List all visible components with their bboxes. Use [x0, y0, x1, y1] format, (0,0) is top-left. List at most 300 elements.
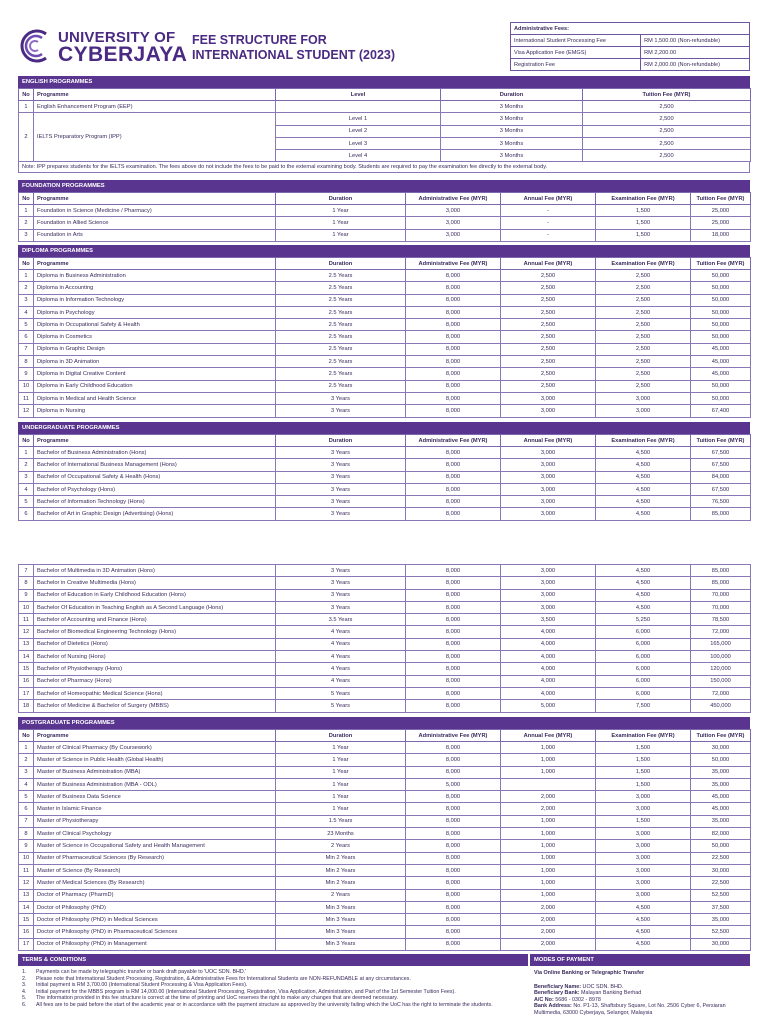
bank-address	[534, 1003, 746, 1016]
cell-annual-fee: 1,000	[501, 877, 596, 889]
cell-programme: Bachelor of Pharmacy (Hons)	[34, 675, 276, 687]
cell-exam-fee: 6,000	[596, 638, 691, 650]
list-item	[22, 989, 524, 996]
column-header: Examination Fee (MYR)	[596, 193, 691, 205]
cell-admin-fee: 8,000	[406, 663, 501, 675]
cell-admin-fee: 5,000	[406, 778, 501, 790]
payment-details	[530, 966, 750, 1021]
table-row	[19, 380, 751, 392]
cell-duration: 2.5 Years	[276, 319, 406, 331]
cell-no: 16	[19, 926, 34, 938]
english-programmes-table	[18, 88, 751, 162]
cell-level: Level 4	[276, 150, 441, 162]
cell-no: 10	[19, 601, 34, 613]
column-header: No	[19, 435, 34, 447]
cell-exam-fee: 1,500	[596, 229, 691, 241]
cell-duration: 4 Years	[276, 675, 406, 687]
table-row	[19, 459, 751, 471]
table-row	[19, 589, 751, 601]
cell-duration: Min 3 Years	[276, 914, 406, 926]
table-row	[19, 508, 751, 520]
cell-admin-fee: 8,000	[406, 675, 501, 687]
cell-programme: Diploma in Nursing	[34, 405, 276, 417]
cell-exam-fee: 1,500	[596, 766, 691, 778]
cell-duration: Min 3 Years	[276, 901, 406, 913]
cell-no: 12	[19, 405, 34, 417]
cell-no: 11	[19, 614, 34, 626]
cell-tuition-fee: 67,400	[691, 405, 751, 417]
table-row	[19, 270, 751, 282]
column-header: Annual Fee (MYR)	[501, 193, 596, 205]
term-text: The information provided in this fee structure is correct at the time of printing and UoC reserves the right to make any changes that are deemed necessary.	[36, 995, 399, 1002]
column-header: Programme	[34, 435, 276, 447]
cell-tuition-fee: 120,000	[691, 663, 751, 675]
table-row	[19, 626, 751, 638]
cell-admin-fee: 8,000	[406, 565, 501, 577]
cell-annual-fee: 1,000	[501, 742, 596, 754]
cell-no: 15	[19, 663, 34, 675]
cell-admin-fee: 8,000	[406, 508, 501, 520]
column-header: No	[19, 193, 34, 205]
cell-exam-fee: 3,000	[596, 840, 691, 852]
table-row	[19, 113, 751, 125]
cell-tuition-fee: 67,500	[691, 447, 751, 459]
cell-admin-fee: 8,000	[406, 742, 501, 754]
cell-tuition-fee: 67,500	[691, 459, 751, 471]
cell-exam-fee: 5,250	[596, 614, 691, 626]
cell-exam-fee: 4,500	[596, 508, 691, 520]
undergraduate-programmes-table	[18, 434, 751, 521]
cell-annual-fee: 3,000	[501, 508, 596, 520]
cell-admin-fee: 8,000	[406, 926, 501, 938]
cell-admin-fee: 8,000	[406, 614, 501, 626]
cell-duration: 1.5 Years	[276, 815, 406, 827]
table-row	[19, 205, 751, 217]
cell-tuition-fee: 85,000	[691, 565, 751, 577]
cell-no: 6	[19, 803, 34, 815]
cell-admin-fee: 8,000	[406, 601, 501, 613]
payment-subtitle: Via Online Banking or Telegraphic Transfer	[534, 970, 645, 976]
column-header: Tuition Fee (MYR)	[691, 258, 751, 270]
cell-admin-fee: 8,000	[406, 282, 501, 294]
cell-no: 7	[19, 815, 34, 827]
cell-no: 6	[19, 508, 34, 520]
cell-level: Level 1	[276, 113, 441, 125]
column-header: No	[19, 89, 34, 101]
cell-no: 14	[19, 901, 34, 913]
cell-exam-fee: 6,000	[596, 651, 691, 663]
cell-programme: Bachelor of Homeopathic Medical Science (Hons)	[34, 687, 276, 699]
cell-tuition-fee: 25,000	[691, 205, 751, 217]
column-header: Examination Fee (MYR)	[596, 730, 691, 742]
title-line2: INTERNATIONAL STUDENT (2023)	[192, 48, 396, 62]
cell-annual-fee: 1,000	[501, 864, 596, 876]
cell-programme: Bachelor of Art in Graphic Design (Advertising) (Hons)	[34, 508, 276, 520]
cell-programme: Diploma in Digital Creative Content	[34, 368, 276, 380]
list-item	[22, 976, 524, 983]
cell-duration: 4 Years	[276, 626, 406, 638]
cell-annual-fee: -	[501, 229, 596, 241]
cell-annual-fee: 2,500	[501, 319, 596, 331]
column-header: Programme	[34, 258, 276, 270]
cell-no: 4	[19, 483, 34, 495]
cell-programme: Diploma in Business Administration	[34, 270, 276, 282]
column-header: Administrative Fee (MYR)	[406, 258, 501, 270]
cell-exam-fee: 1,500	[596, 742, 691, 754]
cell-duration: 3 Years	[276, 447, 406, 459]
table-row	[19, 577, 751, 589]
section-header: DIPLOMA PROGRAMMES	[18, 245, 750, 257]
cell-annual-fee: 3,000	[501, 601, 596, 613]
cell-admin-fee: 8,000	[406, 877, 501, 889]
cell-no: 16	[19, 675, 34, 687]
postgraduate-programmes-table	[18, 729, 751, 951]
cell-no: 10	[19, 380, 34, 392]
cell-annual-fee: 4,000	[501, 675, 596, 687]
cell-programme: Master in Islamic Finance	[34, 803, 276, 815]
cell-duration: 4 Years	[276, 651, 406, 663]
cell-no: 1	[19, 742, 34, 754]
cell-programme: Doctor of Philosophy (PhD) in Medical Sciences	[34, 914, 276, 926]
cell-annual-fee: 2,500	[501, 282, 596, 294]
cell-no: 6	[19, 331, 34, 343]
beneficiary-name	[534, 984, 746, 991]
table-row	[19, 815, 751, 827]
cell-admin-fee: 8,000	[406, 270, 501, 282]
cell-no: 5	[19, 496, 34, 508]
cell-no: 1	[19, 205, 34, 217]
section-header: POSTGRADUATE PROGRAMMES	[18, 717, 750, 729]
cell-fee: 2,500	[583, 113, 751, 125]
cell-tuition-fee: 30,000	[691, 864, 751, 876]
cell-annual-fee: 4,000	[501, 687, 596, 699]
cell-no: 2	[19, 282, 34, 294]
cell-annual-fee: 2,500	[501, 356, 596, 368]
value: No. P1-13, Shaftsbury Square, Lot No. 2506 Cyber 6, Persiaran Multimedia, 63000 Cyberjaya, Selangor, Malaysia	[534, 1003, 726, 1016]
cell-exam-fee: 3,000	[596, 852, 691, 864]
value: UOC SDN. BHD.	[582, 983, 624, 990]
cell-duration: 2.5 Years	[276, 294, 406, 306]
cell-duration: 5 Years	[276, 687, 406, 699]
cell-duration: 2.5 Years	[276, 306, 406, 318]
cell-tuition-fee: 450,000	[691, 700, 751, 712]
admin-fees-title: Administrative Fees:	[511, 23, 750, 35]
cell-programme: Foundation in Arts	[34, 229, 276, 241]
cell-exam-fee: 4,500	[596, 601, 691, 613]
cell-programme: Diploma in Information Technology	[34, 294, 276, 306]
cell-no: 9	[19, 840, 34, 852]
cell-duration: 3 Years	[276, 459, 406, 471]
cell-admin-fee: 8,000	[406, 803, 501, 815]
cell-duration: 3 Years	[276, 601, 406, 613]
cell-duration: Min 2 Years	[276, 864, 406, 876]
cell-tuition-fee: 37,500	[691, 901, 751, 913]
cell-annual-fee: 4,000	[501, 663, 596, 675]
cell-tuition-fee: 82,000	[691, 828, 751, 840]
table-row	[19, 565, 751, 577]
cell-no: 11	[19, 392, 34, 404]
cell-programme: Master of Business Administration (MBA)	[34, 766, 276, 778]
cell-programme: Master of Medical Sciences (By Research)	[34, 877, 276, 889]
list-item	[22, 982, 524, 989]
cell-admin-fee: 8,000	[406, 331, 501, 343]
cell-fee: 2,500	[583, 125, 751, 137]
cell-no: 12	[19, 877, 34, 889]
cell-admin-fee: 8,000	[406, 589, 501, 601]
cell-duration: Min 2 Years	[276, 852, 406, 864]
cell-tuition-fee: 72,000	[691, 626, 751, 638]
cell-annual-fee: 2,500	[501, 343, 596, 355]
cell-annual-fee: 2,500	[501, 331, 596, 343]
cell-no: 14	[19, 651, 34, 663]
cell-programme: Master of Clinical Pharmacy (By Coursework)	[34, 742, 276, 754]
cell-exam-fee: 3,000	[596, 889, 691, 901]
cell-admin-fee: 8,000	[406, 754, 501, 766]
label: Bank Address:	[534, 1003, 572, 1010]
cell-annual-fee: 2,000	[501, 938, 596, 950]
cell-no: 2	[19, 754, 34, 766]
administrative-fees-table	[510, 22, 750, 71]
cell-programme: Bachelor of Business Administration (Hons)	[34, 447, 276, 459]
table-row	[19, 343, 751, 355]
cell-admin-fee: 8,000	[406, 294, 501, 306]
cell-programme: IELTS Preparatory Program (IPP)	[34, 113, 276, 162]
cell-tuition-fee: 85,000	[691, 508, 751, 520]
cell-tuition-fee: 70,000	[691, 601, 751, 613]
table-row	[19, 282, 751, 294]
column-header: Programme	[34, 193, 276, 205]
cell-admin-fee: 8,000	[406, 380, 501, 392]
cell-no: 17	[19, 687, 34, 699]
cell-no: 3	[19, 229, 34, 241]
column-header: Examination Fee (MYR)	[596, 258, 691, 270]
column-header: Annual Fee (MYR)	[501, 435, 596, 447]
cell-annual-fee: -	[501, 205, 596, 217]
cell-exam-fee: 4,500	[596, 589, 691, 601]
cell-exam-fee: 3,000	[596, 877, 691, 889]
label: Beneficiary Bank:	[534, 990, 580, 997]
table-row	[19, 938, 751, 950]
cell-admin-fee: 8,000	[406, 319, 501, 331]
cell-tuition-fee: 67,500	[691, 483, 751, 495]
cell-admin-fee: 3,000	[406, 205, 501, 217]
table-row	[19, 766, 751, 778]
cell-tuition-fee: 50,000	[691, 380, 751, 392]
cell-exam-fee: 1,500	[596, 778, 691, 790]
column-header: Examination Fee (MYR)	[596, 435, 691, 447]
cell-tuition-fee: 76,500	[691, 496, 751, 508]
column-header: Administrative Fee (MYR)	[406, 435, 501, 447]
column-header: Duration	[276, 730, 406, 742]
cell-duration: 4 Years	[276, 663, 406, 675]
cell-annual-fee: 1,000	[501, 754, 596, 766]
column-header: Tuition Fee (MYR)	[691, 193, 751, 205]
cell-no: 2	[19, 113, 34, 162]
cell-annual-fee: 3,000	[501, 405, 596, 417]
cell-programme: Master of Science (By Research)	[34, 864, 276, 876]
cell-duration: 2.5 Years	[276, 380, 406, 392]
table-row	[19, 294, 751, 306]
cell-exam-fee: 2,500	[596, 319, 691, 331]
cell-exam-fee: 2,500	[596, 306, 691, 318]
diploma-programmes-section	[18, 245, 750, 418]
cell-exam-fee: 2,500	[596, 343, 691, 355]
term-text: Initial payment for the MBBS program is RM 14,000.00 (International Student Processing, Registration, Visa Application, Administration, and Part of the 1st Semester Tuition Fees).	[36, 988, 456, 995]
table-row	[19, 700, 751, 712]
cell-no: 3	[19, 471, 34, 483]
cell-duration: 3.5 Years	[276, 614, 406, 626]
term-text: Please note that International Student Processing, Registration, & Administrative Fees for International Students are NON-REFUNDABLE at any circumstances.	[36, 975, 411, 982]
english-note: Note: IPP prepares students for the IELTS examination. The fees above do not include the fees to be paid to the external examining body. Students are required to pay the examination fee directly to the external body.	[18, 162, 750, 173]
cell-duration: 3 Months	[441, 150, 583, 162]
diploma-programmes-table	[18, 257, 751, 418]
cell-fee: 2,500	[583, 150, 751, 162]
cell-programme: Master of Pharmaceutical Sciences (By Research)	[34, 852, 276, 864]
table-row	[19, 687, 751, 699]
cell-fee: 2,500	[583, 101, 751, 113]
column-header: Duration	[276, 258, 406, 270]
cell-duration: 3 Years	[276, 405, 406, 417]
cell-exam-fee: 3,000	[596, 803, 691, 815]
cell-admin-fee: 8,000	[406, 447, 501, 459]
cell-no: 18	[19, 700, 34, 712]
terms-and-conditions	[18, 954, 528, 1012]
cell-admin-fee: 8,000	[406, 828, 501, 840]
cell-admin-fee: 3,000	[406, 217, 501, 229]
cell-programme: Bachelor of Physiotherapy (Hons)	[34, 663, 276, 675]
cell-exam-fee: 3,000	[596, 864, 691, 876]
column-header: Annual Fee (MYR)	[501, 258, 596, 270]
cell-annual-fee: -	[501, 217, 596, 229]
table-row	[19, 638, 751, 650]
cell-exam-fee: 4,500	[596, 496, 691, 508]
cell-programme: Master of Clinical Psychology	[34, 828, 276, 840]
column-header: Duration	[441, 89, 583, 101]
table-row	[19, 675, 751, 687]
modes-of-payment	[530, 954, 750, 1021]
cell-no: 1	[19, 447, 34, 459]
cell-exam-fee: 6,000	[596, 626, 691, 638]
cell-fee: 2,500	[583, 137, 751, 149]
cell-annual-fee: 3,500	[501, 614, 596, 626]
cell-duration: 1 Year	[276, 205, 406, 217]
table-row	[19, 601, 751, 613]
cell-annual-fee: 2,500	[501, 368, 596, 380]
cell-no: 1	[19, 101, 34, 113]
cell-tuition-fee: 45,000	[691, 791, 751, 803]
cell-duration: 1 Year	[276, 217, 406, 229]
admin-fee-label: International Student Processing Fee	[511, 35, 641, 47]
table-row	[19, 306, 751, 318]
cell-duration: 3 Years	[276, 496, 406, 508]
column-header: Duration	[276, 435, 406, 447]
cell-no: 2	[19, 459, 34, 471]
cell-programme: Bachelor of Accounting and Finance (Hons)	[34, 614, 276, 626]
cell-no: 2	[19, 217, 34, 229]
cell-annual-fee: 2,500	[501, 306, 596, 318]
title-line1: FEE STRUCTURE FOR	[192, 33, 327, 47]
cell-exam-fee: 1,500	[596, 754, 691, 766]
admin-fee-value: RM 2,200.00	[641, 47, 750, 59]
cell-no: 5	[19, 319, 34, 331]
cell-no: 9	[19, 589, 34, 601]
cell-tuition-fee: 30,000	[691, 742, 751, 754]
cell-no: 15	[19, 914, 34, 926]
column-header: Programme	[34, 730, 276, 742]
table-row	[19, 852, 751, 864]
cell-annual-fee: 1,000	[501, 852, 596, 864]
cell-exam-fee: 2,500	[596, 356, 691, 368]
cell-programme: Bachelor of Multimedia in 3D Animation (Hons)	[34, 565, 276, 577]
cell-programme: Bachelor of Occupational Safety & Health (Hons)	[34, 471, 276, 483]
cell-admin-fee: 8,000	[406, 766, 501, 778]
cell-annual-fee: 3,000	[501, 577, 596, 589]
table-row	[19, 828, 751, 840]
cell-duration: 2.5 Years	[276, 270, 406, 282]
cell-annual-fee: 4,000	[501, 651, 596, 663]
cell-programme: English Enhancement Program (EEP)	[34, 101, 276, 113]
cell-programme: Bachelor of Information Technology (Hons)	[34, 496, 276, 508]
column-header: No	[19, 730, 34, 742]
value: 5686 - 0302 - 8978	[555, 996, 601, 1003]
label: Beneficiary Name:	[534, 983, 582, 990]
table-row	[19, 101, 751, 113]
cell-duration: 3 Years	[276, 392, 406, 404]
column-header: Tuition Fee (MYR)	[583, 89, 751, 101]
section-header: FOUNDATION PROGRAMMES	[18, 180, 750, 192]
cell-tuition-fee: 50,000	[691, 294, 751, 306]
cell-no: 12	[19, 626, 34, 638]
cell-exam-fee: 4,500	[596, 901, 691, 913]
cell-tuition-fee: 25,000	[691, 217, 751, 229]
cell-duration: 3 Years	[276, 577, 406, 589]
cell-admin-fee: 8,000	[406, 405, 501, 417]
cell-no: 8	[19, 577, 34, 589]
cell-tuition-fee: 22,500	[691, 852, 751, 864]
cell-admin-fee: 8,000	[406, 483, 501, 495]
cell-tuition-fee: 52,500	[691, 926, 751, 938]
table-row	[19, 791, 751, 803]
foundation-programmes-section	[18, 180, 750, 242]
cell-annual-fee: 4,000	[501, 626, 596, 638]
cell-duration: 1 Year	[276, 754, 406, 766]
admin-fee-value: RM 2,000.00 (Non-refundable)	[641, 59, 750, 71]
cell-exam-fee: 3,000	[596, 791, 691, 803]
cell-duration: 1 Year	[276, 778, 406, 790]
cell-duration: Min 3 Years	[276, 938, 406, 950]
logo-swirl-icon	[16, 26, 56, 66]
cell-no: 3	[19, 766, 34, 778]
cell-programme: Foundation in Allied Science	[34, 217, 276, 229]
cell-no: 5	[19, 791, 34, 803]
cell-duration: 5 Years	[276, 700, 406, 712]
cell-annual-fee	[501, 778, 596, 790]
cell-annual-fee: 4,000	[501, 638, 596, 650]
section-header: UNDERGRADUATE PROGRAMMES	[18, 422, 750, 434]
cell-exam-fee: 1,500	[596, 815, 691, 827]
cell-programme: Master of Business Administration (MBA - ODL)	[34, 778, 276, 790]
cell-annual-fee: 2,500	[501, 380, 596, 392]
cell-programme: Bachelor of International Business Management (Hons)	[34, 459, 276, 471]
admin-fee-label: Registration Fee	[511, 59, 641, 71]
cell-annual-fee: 3,000	[501, 496, 596, 508]
cell-exam-fee: 2,500	[596, 380, 691, 392]
column-header: Duration	[276, 193, 406, 205]
cell-tuition-fee: 50,000	[691, 270, 751, 282]
cell-annual-fee: 2,000	[501, 803, 596, 815]
cell-no: 17	[19, 938, 34, 950]
cell-tuition-fee: 35,000	[691, 766, 751, 778]
